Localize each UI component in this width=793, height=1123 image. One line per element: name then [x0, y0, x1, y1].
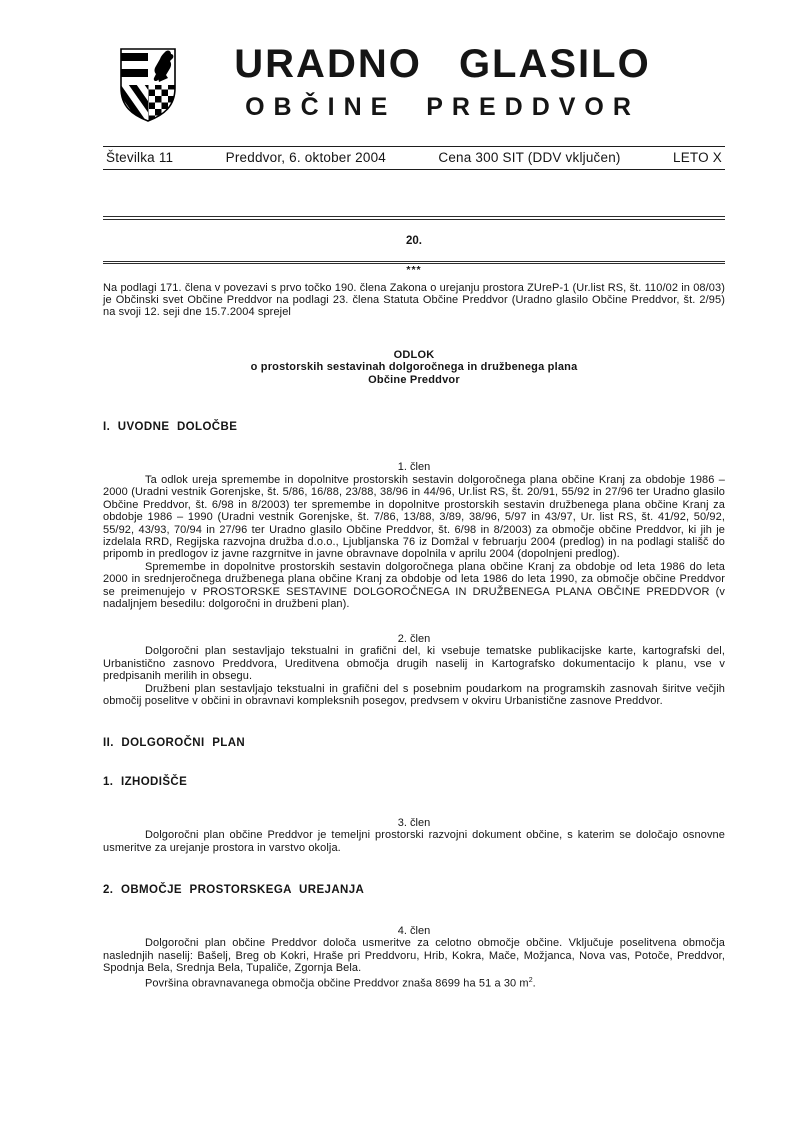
masthead-titles — [180, 44, 725, 122]
square-meter-superscript: 2 — [528, 976, 533, 984]
section-heading-dolgorocni-plan: II. DOLGOROČNI PLAN — [103, 737, 246, 750]
price: Cena 300 SIT (DDV vključen) — [438, 150, 621, 165]
article-1-paragraph-2: Spremembe in dopolnitve prostorskih sestavin dolgoročnega plana občine Kranj za obdobje od leta 1986 do leta 2000 in srednjeročnega družbenega plana občine Kranj za obdobje od leta 1986 do leta 1990, za območje občine Preddvor se preimenujejo v PROSTORSKE SESTAVINE DOLGOROČNEGA IN DRUŽBENEGA PLANA OBČINE PREDDVOR (v nadaljnjem besedilu: dolgoročni in družbeni plan). — [103, 560, 725, 611]
item-number: 20. — [406, 234, 422, 247]
article-2-paragraph-2: Družbeni plan sestavljajo tekstualni in grafični del s posebnim poudarkom na programskih zasnovah širitve večjih območij poselitve v občini in obravnavi kompleksnih posegov, predvsem v okviru Urbanistične zasnove Preddvor. — [103, 682, 725, 707]
article-3-paragraph-1: Dolgoročni plan občine Preddvor je temeljni prostorski razvojni dokument občine, s katerim se določajo osnovne usmeritve za urejanje prostora in varstvo okolja. — [103, 829, 725, 854]
area-text: Površina obravnavanega območja občine Preddvor znaša 8699 ha 51 a 30 m — [145, 977, 529, 990]
double-rule-top — [103, 216, 725, 220]
decree-title — [103, 349, 725, 387]
coat-of-arms-icon — [116, 44, 180, 131]
decree-title-line1: ODLOK — [393, 348, 435, 361]
stars-separator: *** — [406, 264, 422, 276]
volume-year: LETO X — [673, 150, 722, 165]
article-4-paragraph-1: Dolgoročni plan občine Preddvor določa usmeritve za celotno območje občine. Vključuje poselitvena območja naslednjih naselij: Bašelj, Breg ob Kokri, Hraše pri Preddvoru, Hrib, Kokra, Mače, Možjanca, Nova vas, Potoče, Preddvor, Spodnja Bela, Srednja Bela, Tupaliče, Zgornja Bela. — [103, 937, 725, 975]
subsection-heading-izhodisce: 1. IZHODIŠČE — [103, 776, 188, 789]
article-2-number: 2. člen — [397, 632, 431, 645]
article-4 — [103, 925, 725, 990]
article-3-number: 3. člen — [397, 816, 431, 829]
decree-title-line2: o prostorskih sestavinah dolgoročnega in družbenega plana — [250, 361, 578, 374]
article-2 — [103, 633, 725, 708]
gazette-title: URADNO GLASILO — [234, 42, 651, 86]
subsection-heading-obmocje: 2. OBMOČJE PROSTORSKEGA UREJANJA — [103, 884, 365, 897]
area-text-tail: . — [532, 977, 536, 990]
decree-title-line3: Občine Preddvor — [368, 374, 460, 387]
article-1-paragraph-1: Ta odlok ureja spremembe in dopolnitve prostorskih sestavin dolgoročnega plana občine Kranj za obdobje 1986 – 2000 (Uradni vestnik Gorenjske, št. 5/86, 16/88, 23/88, 38/96 in 44/96, Ur.list RS, št. 20/91, 55/92 in 27/96 ter Uradno glasilo Občine Preddvor, št. 6/98 in 8/2003) ter spremembe in dopolnitve prostorskih sestavin družbenega plana občine Kranj za obdobje 1986 – 1990 (Uradni vestnik Gorenjske, št. 7/86, 13/88, 3/89, 38/96, 5/97 in 43/97, Ur. list RS, št. 41/92, 50/92, 55/92, 43/93, 70/94 in 27/96 ter Uradno glasilo Občine Preddvor, št. 6/98 in 8/2003) za območje občine Preddvor, ki jih je izdelala RRD, Regijska razvojna družba d.o.o., Ljubljanska 76 iz Domžal v februarju 2004 (predlog) in na podlagi stališč do pripomb in predlogov iz javne razgrnitve in javne obravnave dopolnila v aprilu 2004 (dopolnjeni predlog). — [103, 473, 725, 561]
article-3 — [103, 817, 725, 854]
place-and-date: Preddvor, 6. oktober 2004 — [225, 150, 386, 165]
issue-info-bar — [103, 146, 725, 170]
article-1-number: 1. člen — [397, 461, 431, 474]
section-heading-uvodne-dolocbe: I. UVODNE DOLOČBE — [103, 420, 238, 433]
article-2-paragraph-1: Dolgoročni plan sestavljajo tekstualni in grafični del, ki vsebuje tematske publikacijske karte, kartografski del, Urbanistično zasnovo Preddvora, Ureditvena območja drugih naselij in Kartografsko dokumentacijo k planu, vse v predpisanih merilih in obsegu. — [103, 645, 725, 683]
issue-number: Številka 11 — [106, 150, 174, 165]
article-4-paragraph-2 — [103, 975, 725, 990]
article-4-number: 4. člen — [397, 924, 431, 937]
gazette-subtitle: OBČINE PREDDVOR — [245, 93, 640, 121]
preamble-paragraph: Na podlagi 171. člena v povezavi s prvo točko 190. člena Zakona o urejanju prostora ZUreP-1 (Ur.list RS, št. 110/02 in 08/03) je Občinski svet Občine Preddvor na podlagi 23. člena Statuta Občine Preddvor (Uradno glasilo Občine Preddvor, št. 2/95) na svoji 12. seji dne 15.7.2004 sprejel — [103, 281, 725, 319]
masthead — [103, 44, 725, 131]
article-1 — [103, 461, 725, 610]
